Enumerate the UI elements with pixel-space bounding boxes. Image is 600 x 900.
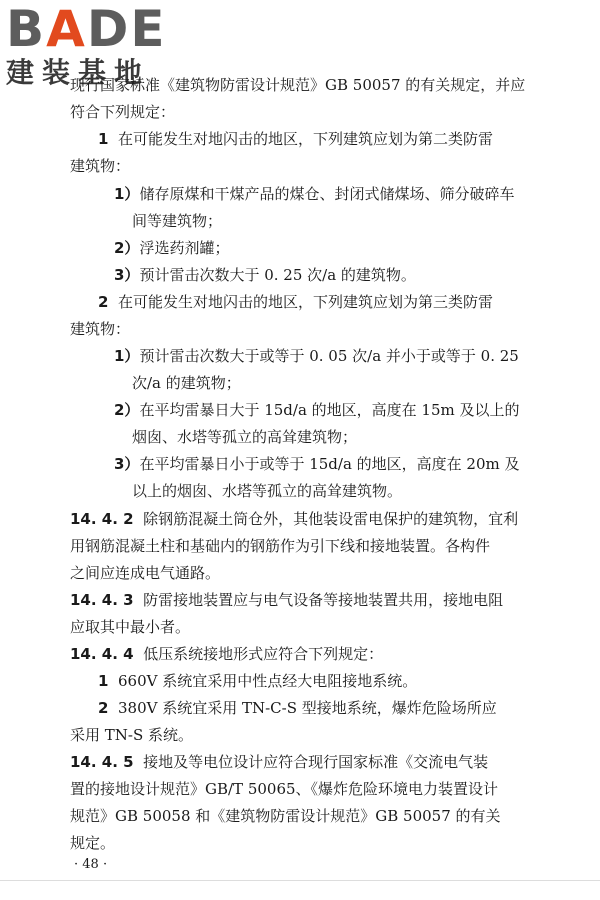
paragraph-line: 建筑物： xyxy=(70,320,131,338)
list-item: 1 660V 系统宜采用中性点经大电阻接地系统。 xyxy=(98,672,418,690)
paragraph-line: 应取其中最小者。 xyxy=(70,618,191,636)
sub-list-item: 2）在平均雷暴日大于 15d/a 的地区，高度在 15m 及以上的 xyxy=(114,401,520,419)
paragraph-line: 规范》GB 50058 和《建筑物防雷设计规范》GB 50057 的有关 xyxy=(70,807,501,825)
paragraph-line: 次/a 的建筑物； xyxy=(132,374,241,392)
list-item: 2 在可能发生对地闪击的地区，下列建筑应划为第三类防雷 xyxy=(98,293,493,311)
list-item: 2 380V 系统宜采用 TN-C-S 型接地系统，爆炸危险场所应 xyxy=(98,699,497,717)
bottom-divider xyxy=(0,880,600,881)
paragraph-line: 现行国家标准《建筑物防雷设计规范》GB 50057 的有关规定，并应 xyxy=(70,76,526,94)
sub-list-item: 1）储存原煤和干煤产品的煤仓、封闭式储煤场、筛分破碎车 xyxy=(114,185,515,203)
paragraph-line: 符合下列规定： xyxy=(70,103,176,121)
sub-list-item: 3）预计雷击次数大于 0. 25 次/a 的建筑物。 xyxy=(114,266,416,284)
paragraph-line: 采用 TN-S 系统。 xyxy=(70,726,194,744)
sub-list-item: 1）预计雷击次数大于或等于 0. 05 次/a 并小于或等于 0. 25 xyxy=(114,347,519,365)
sub-list-item: 2）浮选药剂罐； xyxy=(114,239,230,257)
paragraph-line: 以上的烟囱、水塔等孤立的高耸建筑物。 xyxy=(132,482,403,500)
paragraph-line: 规定。 xyxy=(70,834,116,852)
clause: 14. 4. 2 除钢筋混凝土筒仓外，其他装设雷电保护的建筑物，宜利 xyxy=(70,510,519,528)
page-number: · 48 · xyxy=(74,857,108,872)
clause: 14. 4. 4 低压系统接地形式应符合下列规定： xyxy=(70,645,384,663)
paragraph-line: 建筑物： xyxy=(70,157,131,175)
paragraph-line: 烟囱、水塔等孤立的高耸建筑物； xyxy=(132,428,358,446)
paragraph-line: 之间应连成电气通路。 xyxy=(70,564,221,582)
logo-chinese-text: 建装基地 xyxy=(6,56,151,89)
paragraph-line: 用钢筋混凝土柱和基础内的钢筋作为引下线和接地装置。各构件 xyxy=(70,537,491,555)
clause: 14. 4. 5 接地及等电位设计应符合现行国家标准《交流电气装 xyxy=(70,753,489,771)
paragraph-line: 间等建筑物； xyxy=(132,212,223,230)
logo-wordmark: BADE xyxy=(6,0,167,58)
paragraph-line: 置的接地设计规范》GB/T 50065、《爆炸危险环境电力装置设计 xyxy=(70,780,499,798)
sub-list-item: 3）在平均雷暴日小于或等于 15d/a 的地区，高度在 20m 及 xyxy=(114,455,520,473)
clause: 14. 4. 3 防雷接地装置应与电气设备等接地装置共用，接地电阻 xyxy=(70,591,504,609)
list-item: 1 在可能发生对地闪击的地区，下列建筑应划为第二类防雷 xyxy=(98,130,493,148)
